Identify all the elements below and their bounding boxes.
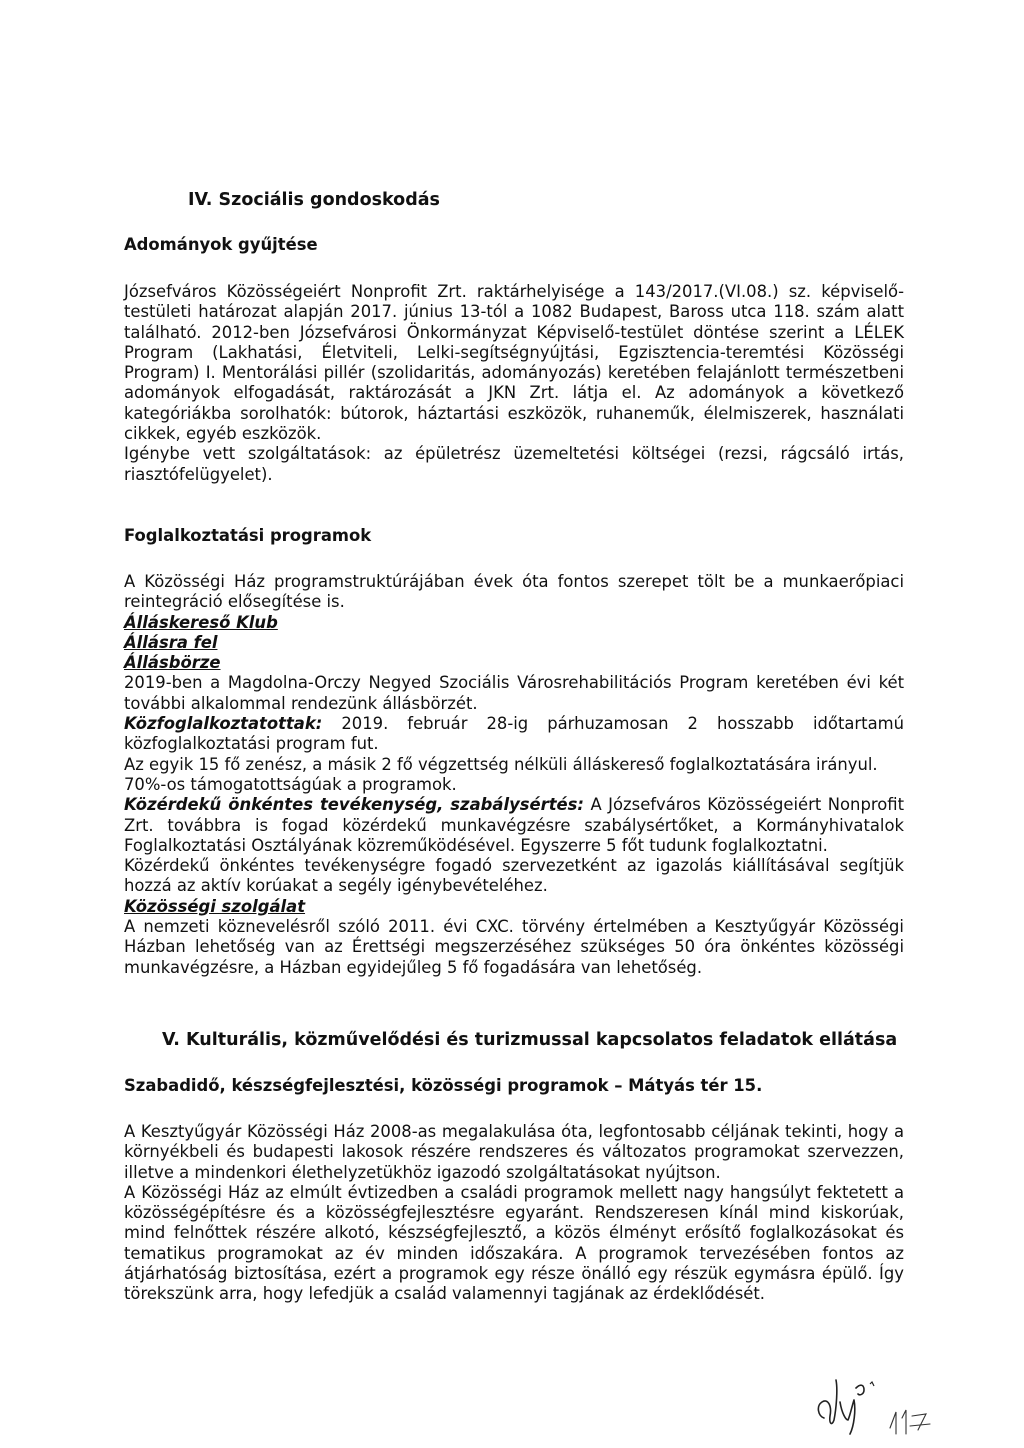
public-work-label: Közfoglalkoztatottak: bbox=[124, 714, 323, 734]
community-service-label: Közösségi szolgálat bbox=[124, 896, 306, 916]
volunteer-paragraph bbox=[124, 795, 904, 856]
culture-paragraph-2: A Közösségi Ház az elmúlt évtizedben a családi programok mellett nagy hangsúlyt fektetett a közösségépítésre és a közösségfejlesztésre egyaránt. Rendszeresen kínál mind kiskorúak, mind felnőttek részére alkotó, készségfejlesztő, a közös élményt erősítő foglalkozásokat és tematikus programokat az év minden időszakára. A programok tervezésében fontos az átjárhatóság biztosítása, ezért a programok egy része önálló egy részük egymásra épülő. Így törekszünk arra, hogy lefedjük a család valamennyi tagjának az érdeklődését. bbox=[124, 1182, 904, 1304]
public-work-text-3: 70%-os támogatottságúak a programok. bbox=[124, 774, 457, 794]
jobs-up-item: Állásra fel bbox=[124, 632, 218, 652]
culture-text bbox=[124, 1122, 904, 1305]
section-5-title: V. Kulturális, közművelődési és turizmussal kapcsolatos feladatok ellátása bbox=[162, 1030, 898, 1050]
employment-heading: Foglalkoztatási programok bbox=[124, 526, 372, 545]
public-work-text: 2019. február 28-ig párhuzamosan 2 hosszabb időtartamú közfoglalkoztatási program fut. bbox=[124, 714, 904, 754]
signature-and-page-number bbox=[810, 1376, 920, 1440]
volunteer-label: Közérdekű önkéntes tevékenység, szabálysértés: bbox=[124, 795, 584, 815]
donations-text bbox=[124, 282, 904, 485]
services-paragraph: Igénybe vett szolgáltatások: az épületrész üzemeltetési költségei (rezsi, rágcsáló irtás, riasztófelügyelet). bbox=[124, 444, 904, 484]
job-fair-text: 2019-ben a Magdolna-Orczy Negyed Szociális Városrehabilitációs Program keretében évi két további alkalommal rendezünk állásbörzét. bbox=[124, 673, 904, 713]
donations-heading: Adományok gyűjtése bbox=[124, 235, 318, 254]
section-4-title: IV. Szociális gondoskodás bbox=[188, 190, 440, 210]
job-fair-item: Állásbörze bbox=[124, 653, 221, 673]
public-work-paragraph bbox=[124, 714, 904, 755]
volunteer-text: A Józsefváros Közösségeiért Nonprofit Zrt. továbbra is fogad közérdekű munkavégzésre szabálysértőket, a Kormányhivatalok Foglalkoztatási Osztályának közreműködésével. Egyszerre 5 főt tudunk foglalkoztatni. bbox=[124, 795, 905, 855]
volunteer-text-2: Közérdekű önkéntes tevékenységre fogadó szervezetként az igazolás kiállításával segítjük hozzá az aktív korúakat a segély igénybevételéhez. bbox=[124, 856, 904, 896]
public-work-text-2: Az egyik 15 fő zenész, a másik 2 fő végzettség nélküli álláskereső foglalkoztatására irányul. bbox=[124, 754, 878, 774]
culture-paragraph-1: A Kesztyűgyár Közösségi Ház 2008-as megalakulása óta, legfontosabb céljának tekinti, hogy a környékbeli és budapesti lakosok részére rendszeres és változatos programokat szervezzen, illetve a mindenkori élethelyzetükhöz igazodó szolgáltatásokat nyújtson. bbox=[124, 1122, 904, 1182]
job-seekers-club-item: Álláskereső Klub bbox=[124, 612, 278, 632]
leisure-programs-heading: Szabadidő, készségfejlesztési, közösségi programok – Mátyás tér 15. bbox=[124, 1076, 763, 1095]
employment-intro: A Közösségi Ház programstruktúrájában évek óta fontos szerepet tölt be a munkaerőpiaci reintegráció elősegítése is. bbox=[124, 572, 904, 612]
handwritten-page-number bbox=[880, 1404, 960, 1444]
employment-text bbox=[124, 572, 904, 978]
community-service-text: A nemzeti köznevelésről szóló 2011. évi CXC. törvény értelmében a Kesztyűgyár Közösségi Házban lehetőség van az Érettségi megszerzéséhez szükséges 50 óra önkéntes közösségi munkavégzésre, a Házban egyidejűleg 5 fő fogadására van lehetőség. bbox=[124, 917, 904, 977]
donations-paragraph: Józsefváros Közösségeiért Nonprofit Zrt. raktárhelyisége a 143/2017.(VI.08.) sz. képviselő-testületi határozat alapján 2017. június 13-tól a 1082 Budapest, Baross utca 118. szám alatt található. 2012-ben Józsefvárosi Önkormányzat Képviselő-testület döntése szerint a LÉLEK Program (Lakhatási, Életviteli, Lelki-segítségnyújtási, Egzisztencia-teremtési Közösségi Program) I. Mentorálási pillér (szolidaritás, adományozás) keretében felajánlott természetbeni adományok elfogadását, raktározását a JKN Zrt. látja el. Az adományok a következő kategóriákba sorolhatók: bútorok, háztartási eszközök, ruhaneműk, élelmiszerek, használati cikkek, egyéb eszközök. bbox=[124, 282, 904, 444]
